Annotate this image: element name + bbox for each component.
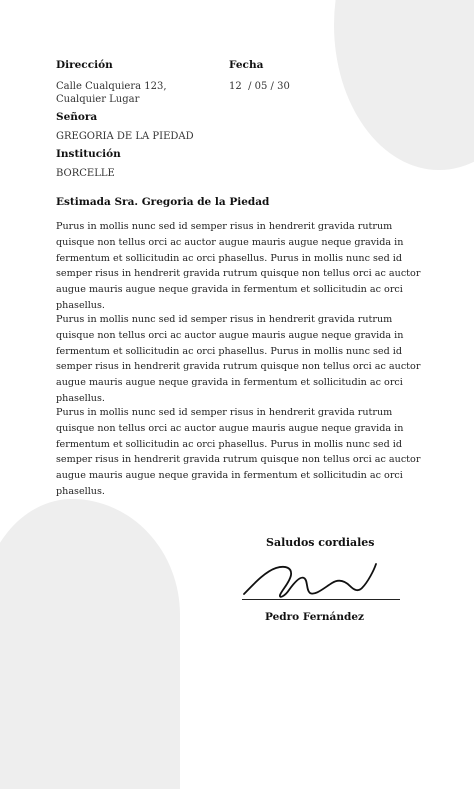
body-paragraph-2: Purus in mollis nunc sed id semper risus in hendrerit gravida rutrum quisque non tellus orci ac auctor augue mauris augue neque gravida in fermentum et sollicitudin ac orci phasellus. Purus in mollis nunc sed id semper risus in hendrerit gravida rutrum quisque non tellus orci ac auctor augue mauris augue neque gravida in fermentum et sollicitudin ac orci phasellus. — [56, 314, 421, 404]
body-paragraph-3: Purus in mollis nunc sed id semper risus in hendrerit gravida rutrum quisque non tellus orci ac auctor augue mauris augue neque gravida in fermentum et sollicitudin ac orci phasellus. Purus in mollis nunc sed id semper risus in hendrerit gravida rutrum quisque non tellus orci ac auctor augue mauris augue neque gravida in fermentum et sollicitudin ac orci phasellus. — [56, 407, 421, 497]
recipient-value: GREGORIA DE LA PIEDAD — [56, 131, 194, 142]
address-line-2: Cualquier Lugar — [56, 94, 140, 105]
signature-image — [242, 558, 402, 602]
institution-label: Institución — [56, 148, 121, 160]
greeting: Estimada Sra. Gregoria de la Piedad — [56, 196, 270, 208]
recipient-label: Señora — [56, 111, 98, 123]
signature-line — [242, 599, 400, 600]
letter-page — [56, 0, 436, 669]
closing: Saludos cordiales — [266, 536, 375, 549]
address-line-1: Calle Cualquiera 123, — [56, 81, 167, 92]
date-label: Fecha — [229, 59, 264, 71]
institution-value: BORCELLE — [56, 168, 115, 179]
body-paragraph-1: Purus in mollis nunc sed id semper risus in hendrerit gravida rutrum quisque non tellus orci ac auctor augue mauris augue neque gravida in fermentum et sollicitudin ac orci phasellus. Purus in mollis nunc sed id semper risus in hendrerit gravida rutrum quisque non tellus orci ac auctor augue mauris augue neque gravida in fermentum et sollicitudin ac orci phasellus. — [56, 221, 421, 311]
address-label: Dirección — [56, 59, 113, 71]
signer-name: Pedro Fernández — [265, 611, 364, 623]
date-value: 12 / 05 / 30 — [229, 81, 290, 92]
